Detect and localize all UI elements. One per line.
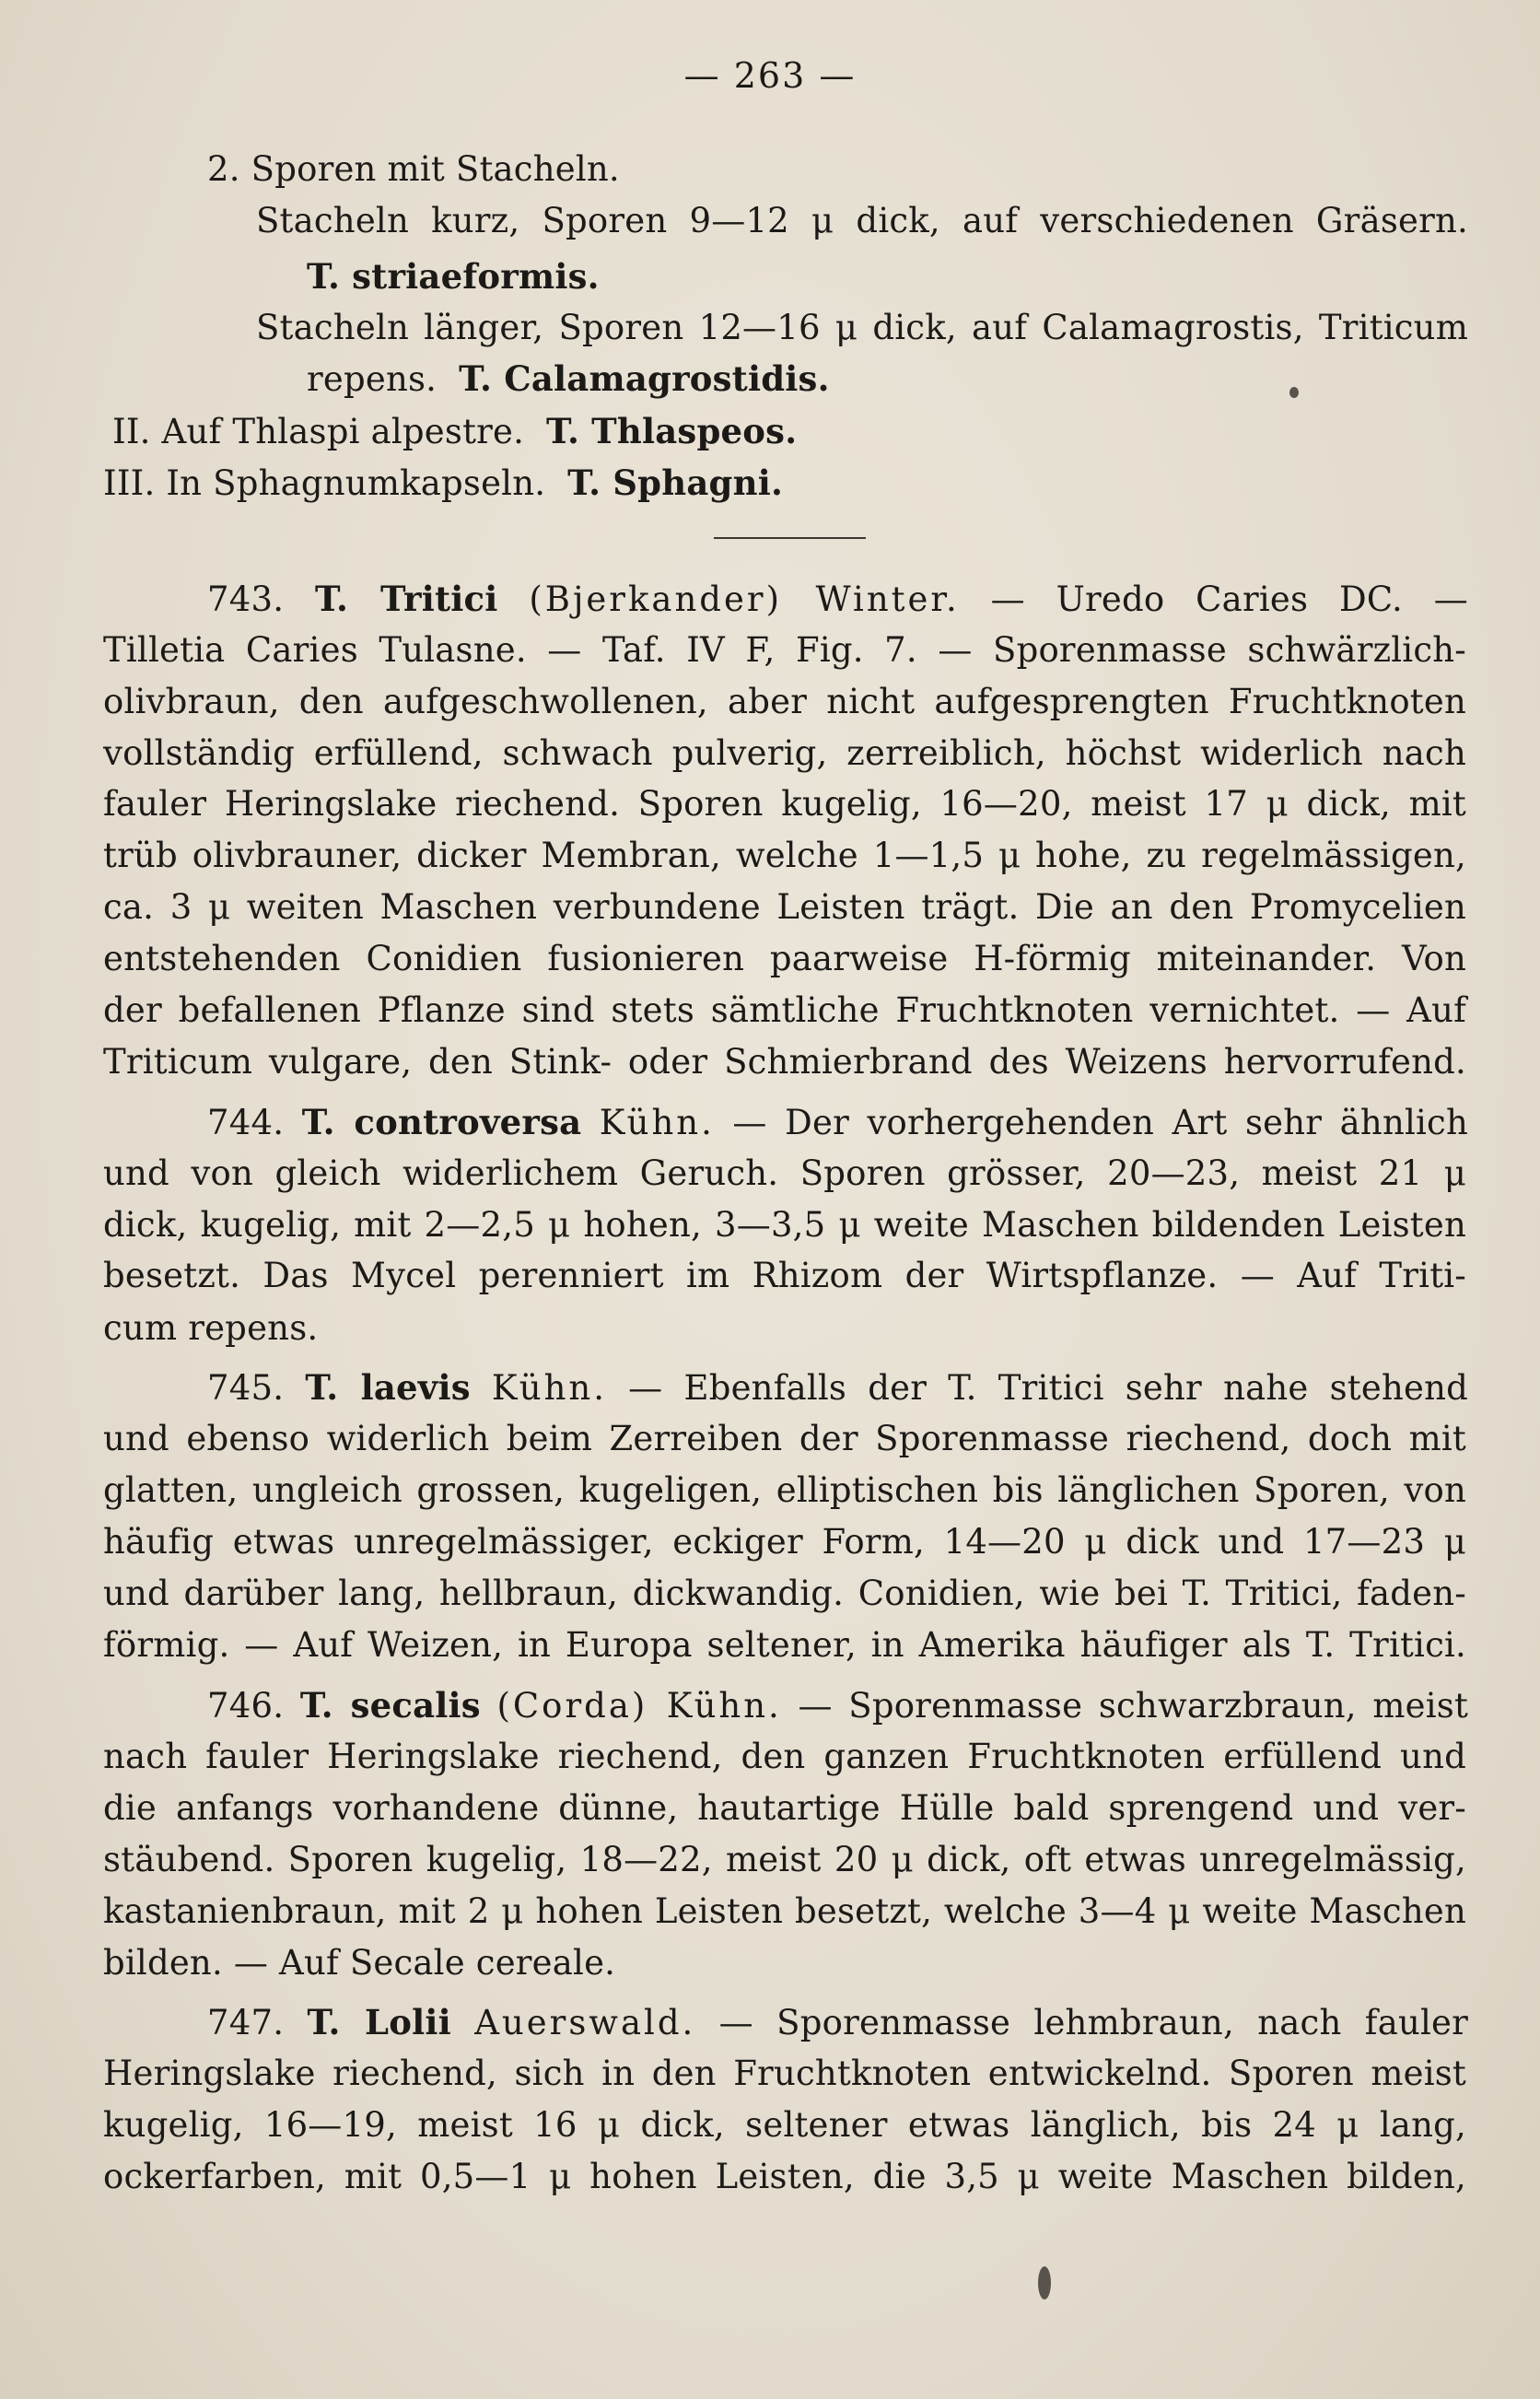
key-line-6: [112, 411, 797, 452]
species-name: T. Lolii: [307, 2002, 451, 2042]
species-745-line: glatten, ungleich grossen, kugeligen, elliptischen bis länglichen Sporen, von: [103, 1470, 1466, 1510]
species-name: T. controversa: [301, 1102, 582, 1142]
species-744-line: und von gleich widerlichem Geruch. Sporen grösser, 20—23, meist 21 μ: [103, 1153, 1466, 1193]
page-number: — 263 —: [683, 55, 857, 96]
species-authority: Kühn.: [491, 1368, 608, 1408]
key-text: repens.: [307, 359, 438, 399]
species-number: 745.: [207, 1368, 285, 1408]
key-line-1: 2. Sporen mit Stacheln.: [207, 149, 620, 189]
species-text: — Ebenfalls der T. Tritici sehr nahe stehend: [628, 1368, 1469, 1408]
species-746-head: [207, 1685, 1468, 1726]
paper-speck: [1038, 2266, 1051, 2300]
species-number: 743.: [207, 579, 285, 619]
species-744-line: cum repens.: [103, 1308, 319, 1348]
key-text: III. In Sphagnumkapseln.: [103, 463, 546, 503]
species-authority: Auerswald.: [474, 2003, 696, 2042]
key-line-7: [103, 462, 783, 504]
species-746-line: die anfangs vorhandene dünne, hautartige Hülle bald sprengend und ver-: [103, 1788, 1466, 1828]
species-747-line: kugelig, 16—19, meist 16 μ dick, seltener etwas länglich, bis 24 μ lang,: [103, 2105, 1466, 2145]
taxon-name: T. Thlaspeos.: [546, 411, 798, 451]
species-743-line: fauler Heringslake riechend. Sporen kugelig, 16—20, meist 17 μ dick, mit: [103, 784, 1466, 824]
key-text: II. Auf Thlaspi alpestre.: [112, 412, 525, 451]
species-743-head: [207, 579, 1468, 620]
species-745-line: und darüber lang, hellbraun, dickwandig. Conidien, wie bei T. Tritici, faden-: [103, 1574, 1466, 1613]
species-authority: Kühn.: [599, 1103, 715, 1142]
species-text: — Sporenmasse schwarzbraun, meist: [798, 1686, 1469, 1726]
species-authority: (Bjerkander) Winter.: [529, 579, 960, 619]
species-747-line: Heringslake riechend, sich in den Fruchtknoten entwickelnd. Sporen meist: [103, 2054, 1466, 2093]
species-746-line: nach fauler Heringslake riechend, den ganzen Fruchtknoten erfüllend und: [103, 1737, 1466, 1776]
species-name: T. Tritici: [315, 579, 498, 619]
taxon-name: T. Sphagni.: [567, 462, 784, 503]
species-743-line: vollständig erfüllend, schwach pulverig, zerreiblich, höchst widerlich nach: [103, 733, 1466, 773]
species-747-line: ockerfarben, mit 0,5—1 μ hohen Leisten, die 3,5 μ weite Maschen bilden,: [103, 2157, 1466, 2196]
paper-speck: [1289, 387, 1299, 398]
species-746-line: kastanienbraun, mit 2 μ hohen Leisten besetzt, welche 3—4 μ weite Maschen: [103, 1891, 1466, 1931]
species-text: — Sporenmasse lehmbraun, nach fauler: [718, 2003, 1468, 2042]
species-743-line: ca. 3 μ weiten Maschen verbundene Leisten trägt. Die an den Promycelien: [103, 887, 1466, 927]
taxon-name: T. Calamagrostidis.: [459, 358, 830, 399]
species-743-line: Triticum vulgare, den Stink- oder Schmierbrand des Weizens hervorrufend.: [103, 1042, 1466, 1082]
species-743-line: der befallenen Pflanze sind stets sämtliche Fruchtknoten vernichtet. — Auf: [103, 990, 1466, 1030]
species-747-head: [207, 2002, 1468, 2043]
species-name: T. laevis: [305, 1367, 471, 1408]
key-line-2: Stacheln kurz, Sporen 9—12 μ dick, auf verschiedenen Gräsern.: [256, 201, 1468, 240]
species-743-line: trüb olivbrauner, dicker Membran, welche 1—1,5 μ hohe, zu regelmässigen,: [103, 836, 1466, 875]
species-744-line: besetzt. Das Mycel perenniert im Rhizom der Wirtspflanze. — Auf Triti-: [103, 1256, 1466, 1295]
species-745-head: [207, 1367, 1468, 1409]
species-744-head: [207, 1102, 1468, 1143]
key-line-4: Stacheln länger, Sporen 12—16 μ dick, auf Calamagrostis, Triticum: [256, 308, 1468, 347]
species-number: 746.: [207, 1686, 285, 1726]
species-745-line: und ebenso widerlich beim Zerreiben der Sporenmasse riechend, doch mit: [103, 1419, 1466, 1458]
species-authority: (Corda) Kühn.: [496, 1686, 782, 1726]
species-745-line: häufig etwas unregelmässiger, eckiger Form, 14—20 μ dick und 17—23 μ: [103, 1522, 1466, 1562]
section-divider: [714, 537, 866, 539]
species-745-line: förmig. — Auf Weizen, in Europa seltener, in Amerika häufiger als T. Tritici.: [103, 1625, 1466, 1665]
species-743-line: entstehenden Conidien fusionieren paarweise H-förmig miteinander. Von: [103, 939, 1466, 978]
species-name: T. secalis: [299, 1685, 481, 1726]
species-746-line: stäubend. Sporen kugelig, 18—22, meist 20 μ dick, oft etwas unregelmässig,: [103, 1840, 1466, 1879]
species-744-line: dick, kugelig, mit 2—2,5 μ hohen, 3—3,5 μ weite Maschen bildenden Leisten: [103, 1205, 1466, 1245]
species-743-line: Tilletia Caries Tulasne. — Taf. IV F, Fig. 7. — Sporenmasse schwärzlich-: [103, 630, 1466, 670]
key-line-3: T. striaeformis.: [307, 256, 600, 297]
key-line-5: [307, 358, 830, 400]
species-text: — Uredo Caries DC. —: [990, 579, 1468, 619]
species-text: — Der vorhergehenden Art sehr ähnlich: [732, 1103, 1469, 1142]
species-746-line: bilden. — Auf Secale cereale.: [103, 1943, 616, 1983]
species-number: 747.: [207, 2003, 285, 2042]
species-743-line: olivbraun, den aufgeschwollenen, aber nicht aufgesprengten Fruchtknoten: [103, 682, 1466, 721]
species-number: 744.: [207, 1103, 285, 1142]
